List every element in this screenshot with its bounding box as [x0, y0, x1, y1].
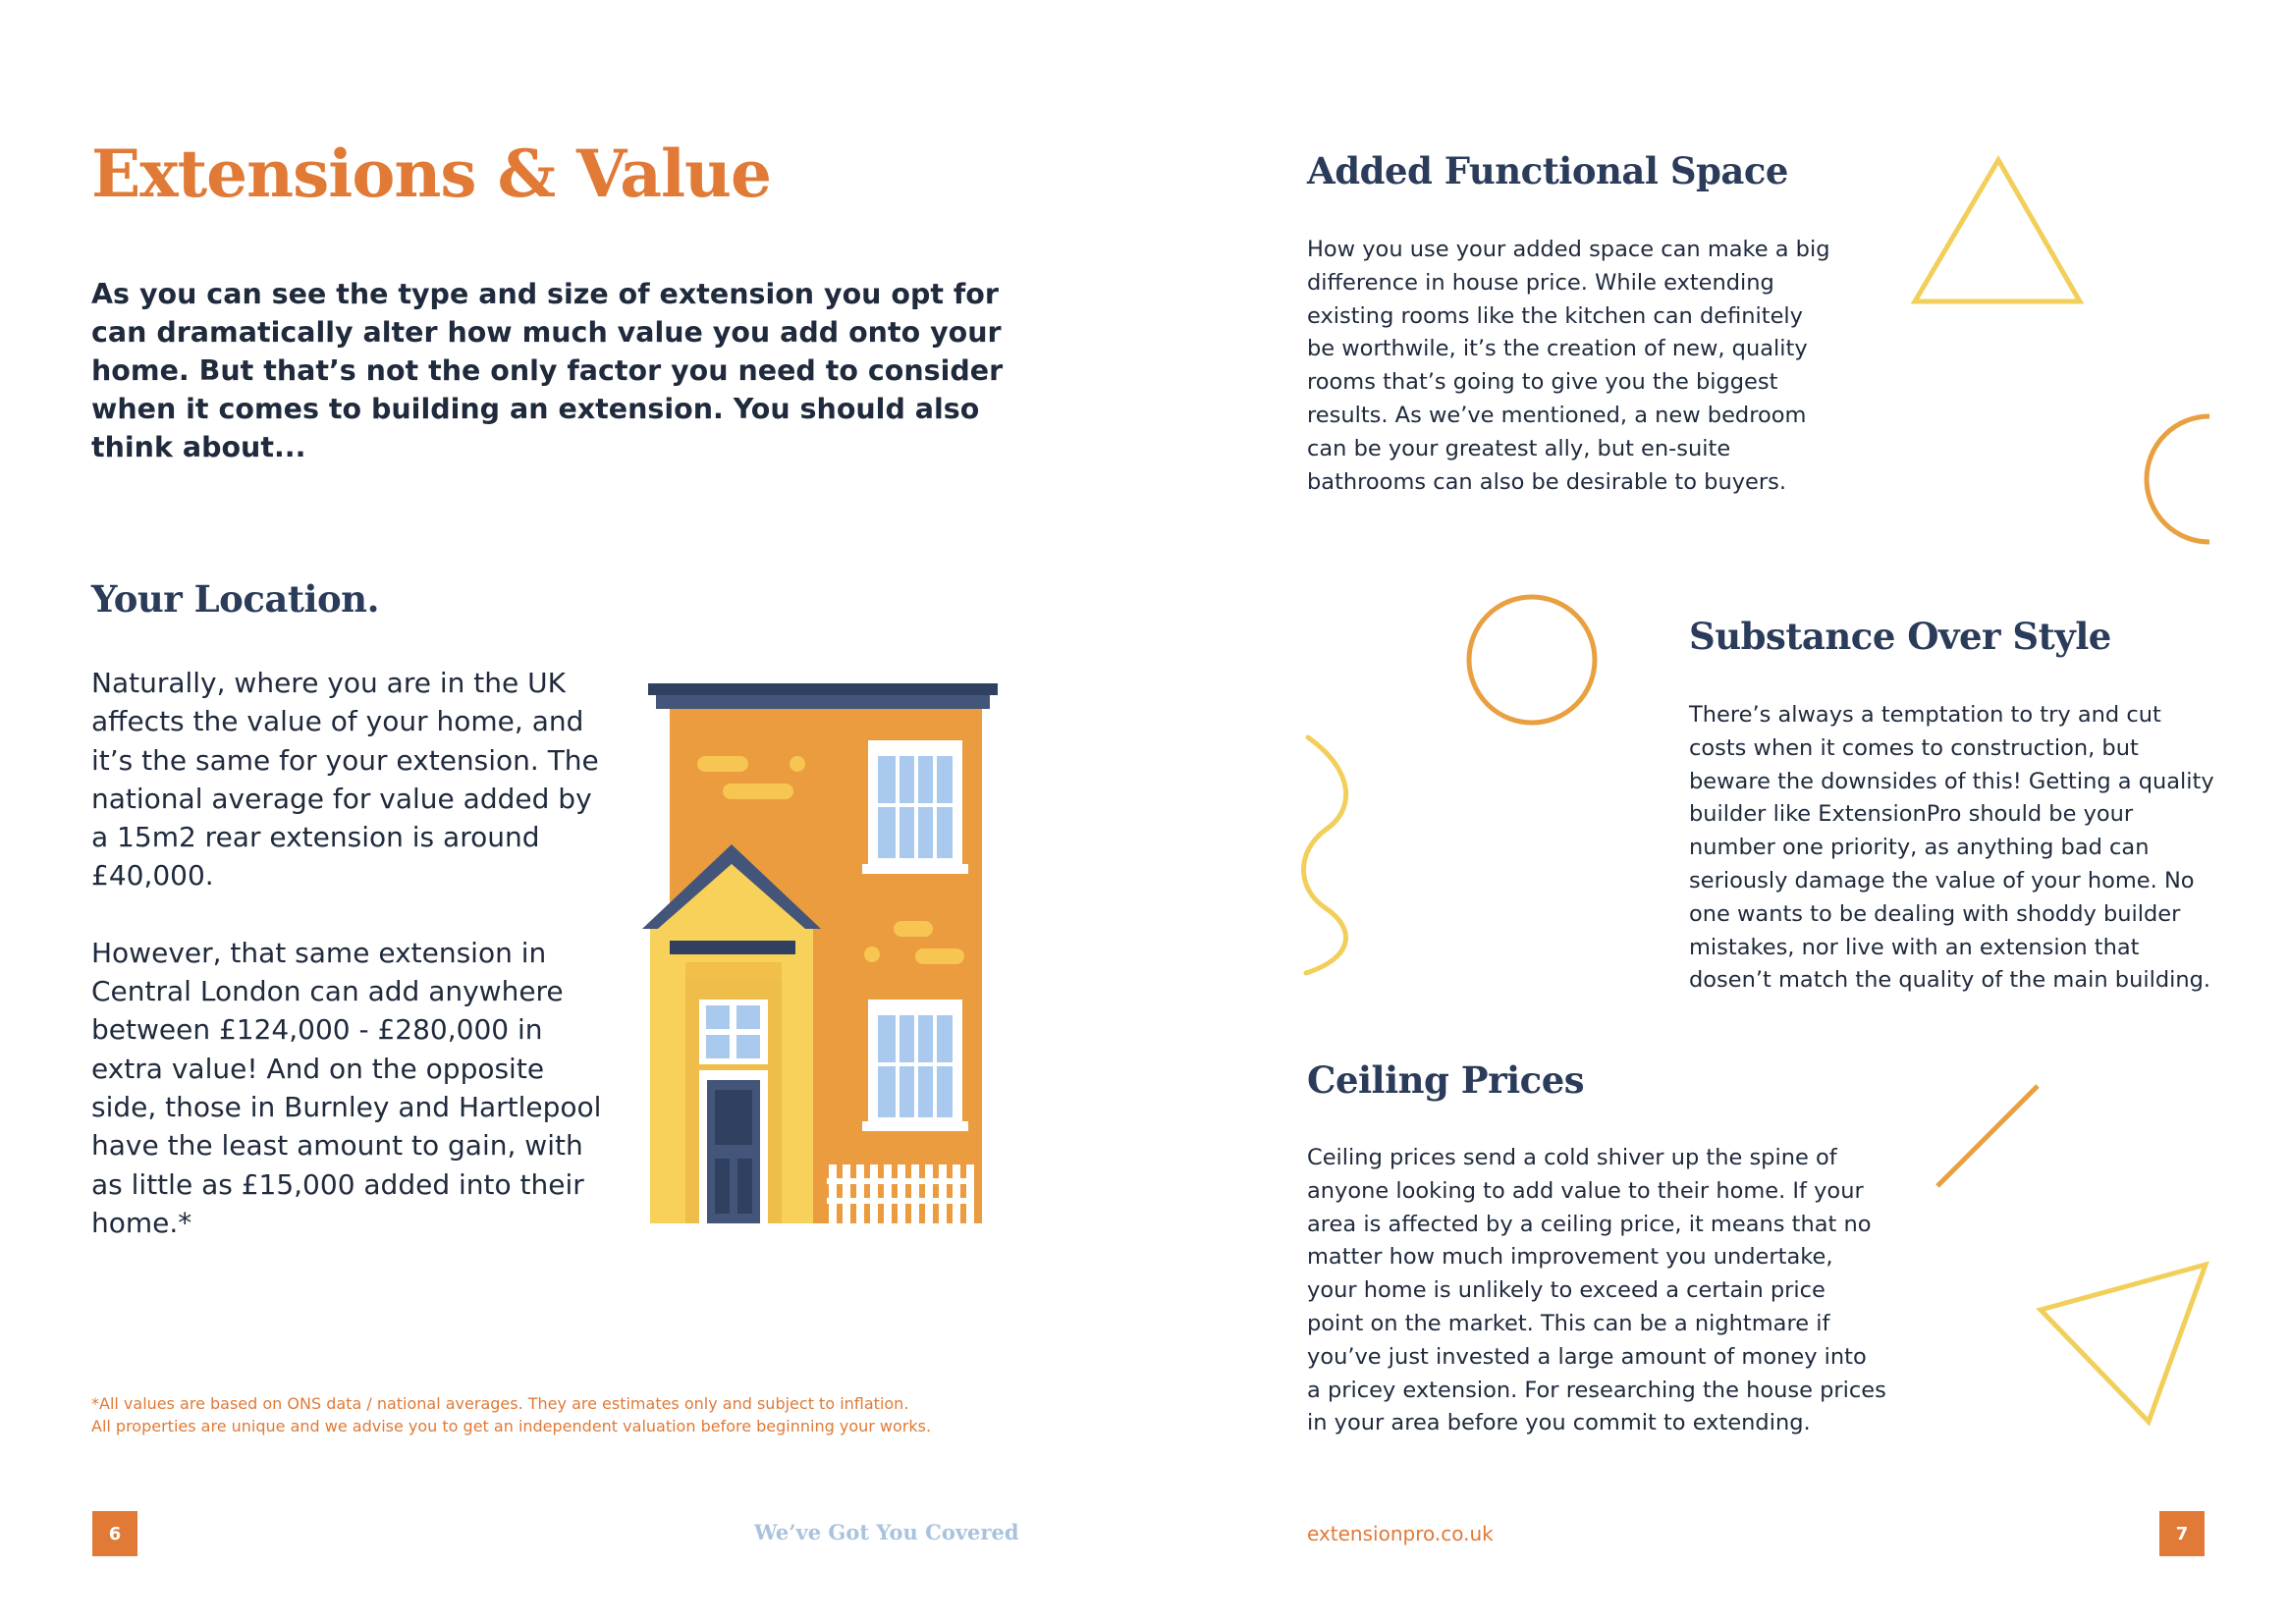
location-paragraph-1: Naturally, where you are in the UK affects the value of your home, and it’s the same for your extension. The national average for value added by a 15m2 rear extension is around £40,000.: [91, 667, 599, 893]
page-number-left: 6: [92, 1511, 137, 1556]
ceiling-body: Ceiling prices send a cold shiver up the spine of anyone looking to add value to their home. If your area is affected by a ceiling price, it means that no matter how much improvement you undertake, your home is unlikely to exceed a certain price point on the market. This can be a nightmare if you’ve just invested a large amount of money into a pricey extension. For researching the house prices in your area before you commit to extending.: [1307, 1145, 1886, 1436]
location-body: [91, 664, 602, 1242]
substance-body: There’s always a temptation to try and cut costs when it comes to construction, but beware the downsides of this! Getting a quality builder like ExtensionPro should be your number one priority, as anything bad can seriously damage the value of your home. No one wants to be dealing with shoddy builder mistakes, nor live with an extension that dosen’t match the quality of the main building.: [1689, 702, 2214, 994]
footer-website: extensionpro.co.uk: [1307, 1522, 1494, 1545]
house-illustration: [609, 677, 1021, 1237]
page-title: Extensions & Value: [91, 135, 772, 212]
functional-heading: Added Functional Space: [1307, 149, 1788, 192]
intro-paragraph: As you can see the type and size of extension you opt for can dramatically alter how much value you add onto your home. But that’s not the only factor you need to consider when it comes to building an extension. You should also think about...: [91, 278, 1004, 463]
triangle-shape-bottom: [2033, 1257, 2219, 1434]
substance-heading: Substance Over Style: [1689, 615, 2111, 658]
footnote: [91, 1392, 931, 1437]
circle-shape: [1463, 593, 1601, 731]
page-number-right: 7: [2159, 1511, 2205, 1556]
footnote-line-2: All properties are unique and we advise you to get an independent valuation before beginning your works.: [91, 1417, 932, 1435]
location-heading: Your Location.: [91, 577, 379, 621]
footnote-line-1: *All values are based on ONS data / national averages. They are estimates only and subject to inflation.: [91, 1394, 909, 1413]
triangle-shape-top: [1905, 152, 2092, 309]
footer-tagline: We’ve Got You Covered: [754, 1520, 1019, 1544]
ceiling-heading: Ceiling Prices: [1307, 1058, 1585, 1102]
half-circle-shape: [2141, 412, 2219, 550]
functional-body: How you use your added space can make a big difference in house price. While extending existing rooms like the kitchen can definitely be worthwile, it’s the creation of new, quality rooms that’s going to give you the biggest results. As we’ve mentioned, a new bedroom can be your greatest ally, but en-suite bathrooms can also be desirable to buyers.: [1307, 237, 1830, 495]
location-paragraph-2: However, that same extension in Central London can add anywhere between £124,000 - £280,000 in extra value! And on the opposite side, those in Burnley and Hartlepool have the least amount to gain, with as little as £15,000 added into their home.*: [91, 936, 602, 1239]
line-shape: [1930, 1080, 2047, 1198]
wave-shape: [1296, 731, 1355, 977]
